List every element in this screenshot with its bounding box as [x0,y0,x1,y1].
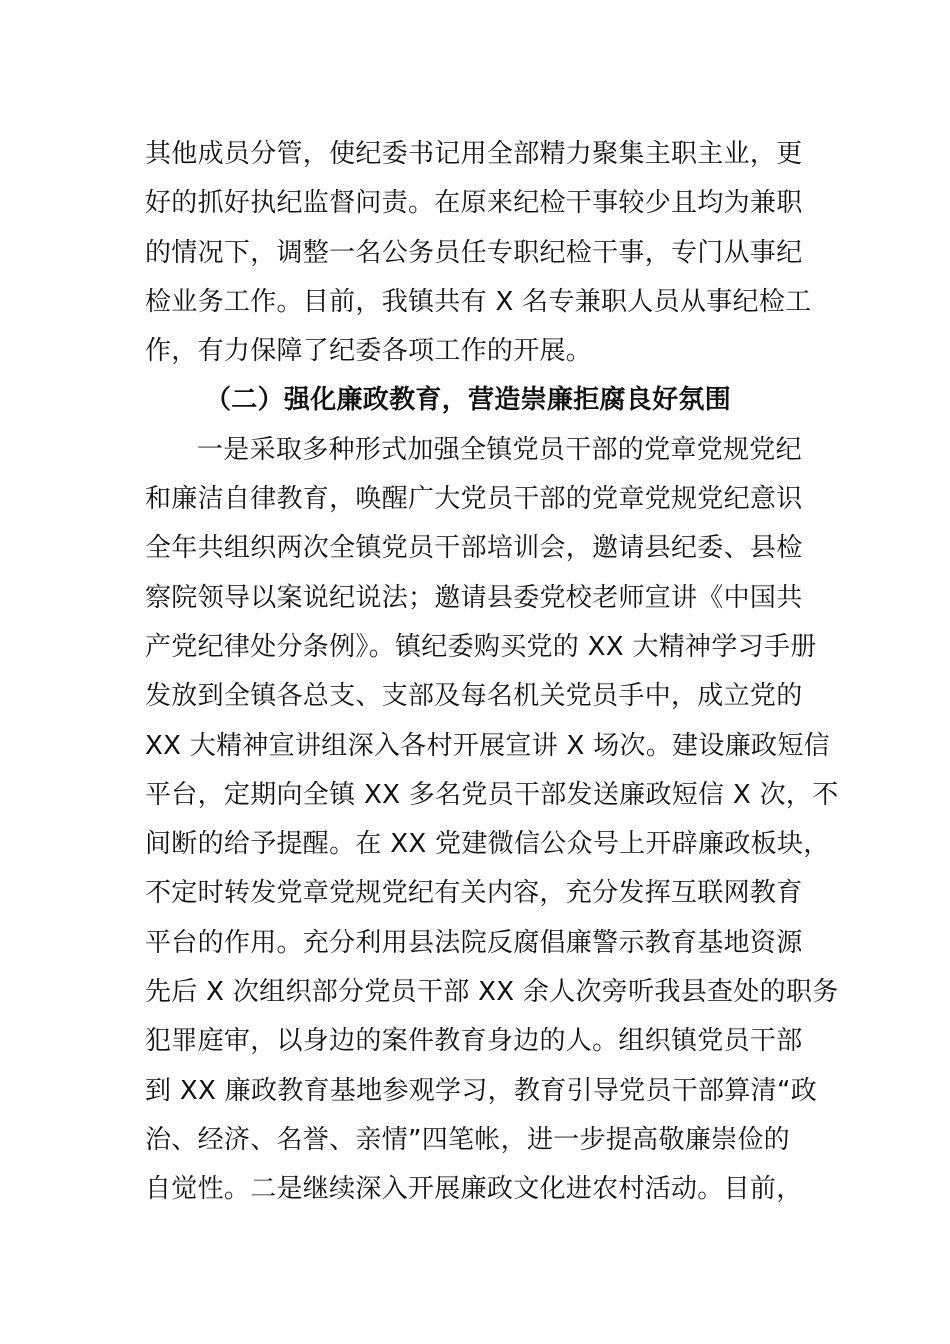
text-line: 犯罪庭审，以身边的案件教育身边的人。组织镇党员干部 [145,1026,803,1057]
text-line: 产党纪律处分条例》。镇纪委购买党的 XX 大精神学习手册 [145,631,817,662]
text-line: 作，有力保障了纪委各项工作的开展。 [145,336,593,367]
text-line: 平台，定期向全镇 XX 多名党员干部发送廉政短信 X 次，不 [145,779,839,810]
text-line: 治、经济、名誉、亲情”四笔帐，进一步提高敬廉崇俭的 [145,1124,790,1155]
text-line: 平台的作用。充分利用县法院反腐倡廉警示教育基地资源 [145,927,803,958]
text-line: 检业务工作。目前，我镇共有 X 名专兼职人员从事纪检工 [145,286,812,317]
paragraph-first-line: 一是采取多种形式加强全镇党员干部的党章党规党纪 [197,434,802,465]
text-line: 间断的给予提醒。在 XX 党建微信公众号上开辟廉政板块， [145,829,830,860]
text-line: 察院领导以案说纪说法；邀请县委党校老师宣讲《中国共 [145,582,803,613]
text-line: 好的抓好执纪监督问责。在原来纪检干事较少且均为兼职 [145,188,803,219]
text-line: 其他成员分管，使纪委书记用全部精力聚集主职主业，更 [145,139,803,169]
text-line: 不定时转发党章党规党纪有关内容，充分发挥互联网教育 [145,878,803,909]
text-line: 到 XX 廉政教育基地参观学习，教育引导党员干部算清“政 [145,1075,818,1106]
text-line: 全年共组织两次全镇党员干部培训会，邀请县纪委、县检 [145,533,803,564]
text-line: 的情况下，调整一名公务员任专职纪检干事，专门从事纪 [145,237,803,268]
section-heading: （二）强化廉政教育，营造崇廉拒腐良好氛围 [205,385,732,416]
text-line: XX 大精神宣讲组深入各村开展宣讲 X 场次。建设廉政短信 [145,730,830,761]
text-line: 自觉性。二是继续深入开展廉政文化进农村活动。目前， [145,1174,803,1205]
text-line: 发放到全镇各总支、支部及每名机关党员手中，成立党的 [145,681,803,712]
text-line: 先后 X 次组织部分党员干部 XX 余人次旁听我县查处的职务 [145,977,839,1008]
document-body [145,130,839,1215]
text-line: 和廉洁自律教育，唤醒广大党员干部的党章党规党纪意识 [145,484,803,515]
